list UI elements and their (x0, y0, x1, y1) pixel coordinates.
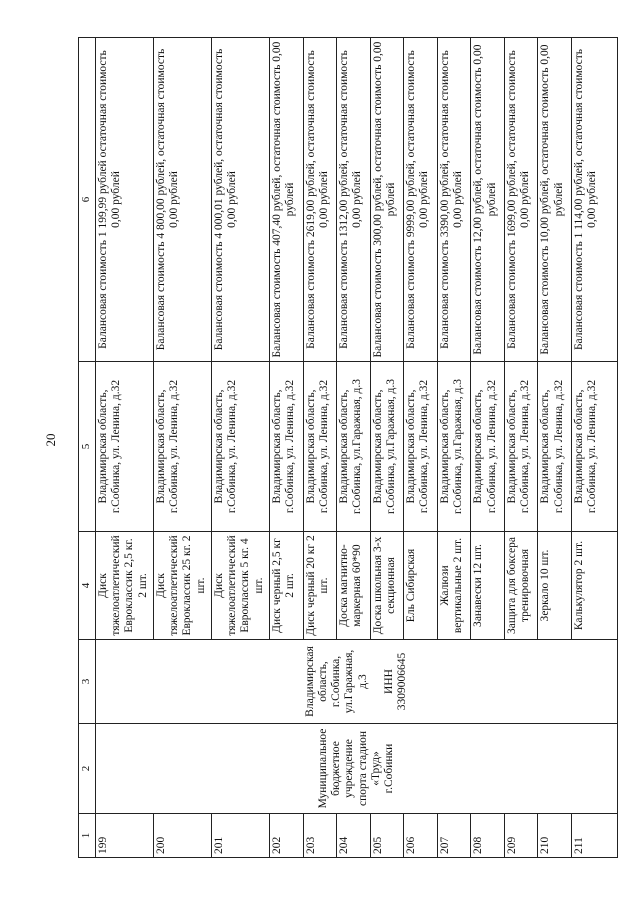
row-number: 207 (437, 814, 471, 858)
row-number: 203 (303, 814, 337, 858)
item-value: Балансовая стоимость 1 114,00 рублей, остаточная стоимость 0,00 рублей (572, 38, 618, 362)
column-header: 4 (79, 532, 96, 640)
organization-address-text: Владимирская область, г.Собинка, ул.Гаражная, д.3 (303, 646, 369, 717)
column-header: 2 (79, 724, 96, 814)
item-address: Владимирская область, г.Собинка, ул. Ленина, д.32 (154, 362, 212, 532)
column-number-row (79, 38, 96, 858)
row-number: 210 (538, 814, 572, 858)
item-value: Балансовая стоимость 1312,00 рублей, остаточная стоимость 0,00 рублей (337, 38, 371, 362)
item-name: Занавески 12 шт. (471, 532, 505, 640)
property-table (78, 37, 618, 858)
row-number: 205 (370, 814, 404, 858)
item-name: Диск тяжелоатлетический Евроклассик 25 кг. 2 шт. (154, 532, 212, 640)
organization-inn: ИНН 3309006645 (382, 652, 409, 711)
item-name: Защита для боксера тренировочная (504, 532, 538, 640)
item-address: Владимирская область, г.Собинка, ул.Гаражная, д.3 (437, 362, 471, 532)
item-name: Диск тяжелоатлетический Евроклассик 2,5 кг. 2 шт. (96, 532, 154, 640)
row-number: 201 (212, 814, 270, 858)
item-address: Владимирская область, г.Собинка, ул. Ленина, д.32 (471, 362, 505, 532)
item-address: Владимирская область, г.Собинка, ул. Ленина, д.32 (538, 362, 572, 532)
item-name: Жалюзи вертикальные 2 шт. (437, 532, 471, 640)
item-value: Балансовая стоимость 9999,00 рублей, остаточная стоимость 0,00 рублей (404, 38, 438, 362)
item-value: Балансовая стоимость 4 000,01 рублей, остаточная стоимость 0,00 рублей (212, 38, 270, 362)
row-number: 202 (270, 814, 304, 858)
column-header: 3 (79, 640, 96, 724)
item-address: Владимирская область, г.Собинка, ул. Ленина, д.32 (270, 362, 304, 532)
item-value: Балансовая стоимость 1699,00 рублей, остаточная стоимость 0,00 рублей (504, 38, 538, 362)
item-value: Балансовая стоимость 300,00 рублей, остаточная стоимость 0,00 рублей (370, 38, 404, 362)
row-number: 206 (404, 814, 438, 858)
table-row (96, 38, 154, 858)
item-name: Доска магнитно-маркерная 60*90 (337, 532, 371, 640)
item-value: Балансовая стоимость 2619,00 рублей, остаточная стоимость 0,00 рублей (303, 38, 337, 362)
column-header: 1 (79, 814, 96, 858)
column-header: 5 (79, 362, 96, 532)
item-address: Владимирская область, г.Собинка, ул. Ленина, д.32 (572, 362, 618, 532)
item-address: Владимирская область, г.Собинка, ул.Гаражная, д.3 (370, 362, 404, 532)
item-name: Ель Сибирская (404, 532, 438, 640)
row-number: 209 (504, 814, 538, 858)
item-name: Диск тяжелоатлетический Евроклассик 5 кг. 4 шт. (212, 532, 270, 640)
row-number: 199 (96, 814, 154, 858)
item-name: Калькулятор 2 шт. (572, 532, 618, 640)
organization-name-text: Муниципальное бюджетное учреждение спорта стадион «Труд» г.Собинки (316, 728, 395, 809)
item-name: Диск черный 20 кг 2 шт. (303, 532, 337, 640)
row-number: 208 (471, 814, 505, 858)
item-value: Балансовая стоимость 1 199,99 рублей остаточная стоимость 0,00 рублей (96, 38, 154, 362)
organization-name (96, 724, 618, 814)
item-address: Владимирская область, г.Собинка, ул. Ленина, д.32 (96, 362, 154, 532)
row-number: 204 (337, 814, 371, 858)
item-value: Балансовая стоимость 4 800,00 рублей, остаточная стоимость 0,00 рублей (154, 38, 212, 362)
item-address: Владимирская область, г.Собинка, ул. Ленина, д.32 (303, 362, 337, 532)
column-header: 6 (79, 38, 96, 362)
item-value: Балансовая стоимость 3390,00 рублей, остаточная стоимость 0,00 рублей (437, 38, 471, 362)
organization-address (96, 640, 618, 724)
item-address: Владимирская область, г.Собинка, ул. Ленина, д.32 (504, 362, 538, 532)
item-value: Балансовая стоимость 12,00 рублей, остаточная стоимость 0,00 рублей (471, 38, 505, 362)
row-number: 200 (154, 814, 212, 858)
item-name: Диск черный 2,5 кг 2 шт. (270, 532, 304, 640)
row-number: 211 (572, 814, 618, 858)
page-number: 20 (43, 433, 58, 447)
item-value: Балансовая стоимость 407,40 рублей, остаточная стоимость 0,00 рублей (270, 38, 304, 362)
item-name: Доска школьная 3-х секционная (370, 532, 404, 640)
document-table-rotated (78, 38, 618, 858)
item-address: Владимирская область, г.Собинка, ул. Ленина, д.32 (404, 362, 438, 532)
item-address: Владимирская область, г.Собинка, ул. Ленина, д.32 (212, 362, 270, 532)
item-name: Зеркало 10 шт. (538, 532, 572, 640)
item-address: Владимирская область, г.Собинка, ул.Гаражная, д.3 (337, 362, 371, 532)
item-value: Балансовая стоимость 10,00 рублей, остаточная стоимость 0,00 рублей (538, 38, 572, 362)
